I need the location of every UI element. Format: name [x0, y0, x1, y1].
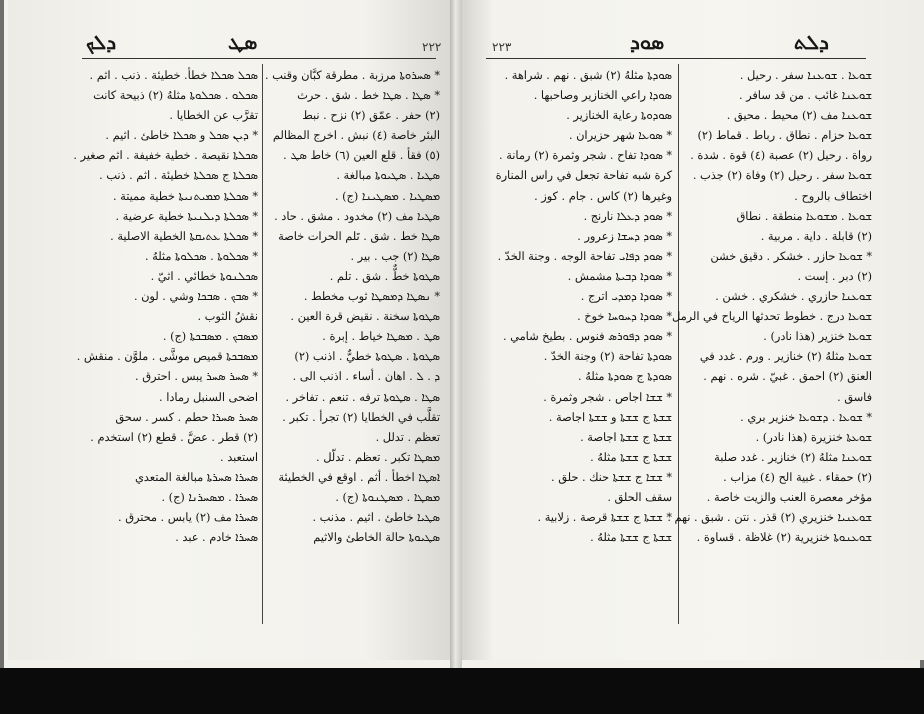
entry-line: * ܣܘܕܐ ܕܡܕܝ اترج . — [580, 290, 672, 304]
entry-line: ܣܘܕܘܬܐ رعاية الخنازير . — [566, 109, 672, 123]
entry-line: ܣܟܠ ܣܟܠܐ خطأ. خطيئة . ذنب . اثم . — [89, 69, 258, 82]
entry-line: ܫܫܬܐ ج ܫܫܬܐ و ܫܫܬܐ اجاصة . — [548, 410, 672, 424]
entry-line: نقشُ الثوب . — [197, 310, 258, 324]
entry-line: ܣܛܝܐ خاطئ . اثيم . مذنب . — [312, 511, 440, 525]
entry-line: تقرَّب عن الخطايا . — [169, 109, 258, 123]
entry-line: ܣܚܪܐ مف (٢) يابس . محترق . — [118, 511, 258, 525]
entry-line: (٥) فقأ . قلع العين (٦) خاط ܣܛ . — [283, 149, 440, 163]
entry-line: ܫܘܥܐ مثلهُ (٢) خنازير . ورم . غدد في — [699, 350, 872, 364]
entry-line: ܡܣܛܐ تكبر . تعظم . تدلّل . — [316, 450, 440, 464]
entry-line: * ܣܘܕ ܕܥܠܐ نارنج . — [583, 209, 672, 223]
entry-line: رواة . رحيل (٢) عصبة (٤) قوة . شدة . — [690, 149, 872, 163]
entry-line: ܫܫܬܐ ج ܫܫܬܐ مثلهُ . — [590, 450, 672, 464]
entry-line: ܐܣܛܐ اخطأ . أثم . اوقع في الخطيئة — [278, 470, 440, 484]
entry-line: ܫܘܥܐ حزام . نطاق . رباط . قماط (٢) — [697, 129, 872, 143]
entry-line: اضحى السنبل رمادا . — [159, 390, 258, 404]
column-d — [667, 66, 872, 548]
entry-line: ܣܟܠܘ . ܣܟܠܘܬܐ مثلهُ (٢) ذبيحة كانت — [93, 89, 258, 103]
entry-line: ܣܛ . ܡܣܛܐ خياط . إبرة . — [322, 330, 440, 344]
entry-line: * ܣܟܠܘܬܐ . ܣܟܠܘܬܐ مثلهُ . — [144, 249, 258, 263]
entry-line: سقف الحلق . — [607, 490, 672, 504]
entry-line: ܫܘܥܐ درج . خطوط تحدثها الرياح في الرمل — [672, 310, 872, 324]
entry-line: البئر خاصة (٤) نبش . اخرج المظالم — [272, 129, 440, 143]
entry-line: ܡܣܛܝܐ . ܡܣܛܝܢܐ (ج) . — [334, 189, 440, 203]
left-page-header-right: ܣܛ — [228, 30, 258, 54]
right-page-header-right: ܕܠܬ — [794, 30, 829, 54]
entry-line: (٢) حمقاء . غبية الح (٤) مزاب . — [723, 470, 872, 484]
entry-line: العنق (٢) احمق . غبيّ . شره . نهم . — [703, 370, 872, 384]
entry-line: * ܣܘܕܐ ܕܒܝܬܐ مشمش . — [567, 269, 672, 283]
header-rule — [486, 58, 866, 59]
entry-line: ܫܘܥܐ خنزير (هذا نادر) . — [763, 330, 872, 344]
entry-line: (٢) قطر . عضَّ . قطع (٢) استخدم . — [90, 430, 258, 444]
right-page-header-left: ܣܘܕ — [630, 30, 665, 54]
right-page — [456, 0, 924, 660]
column-b — [264, 66, 440, 548]
entry-line: ܫܘܥܐ سفر . رحيل (٢) وفاة (٢) جذب . — [692, 169, 872, 183]
left-page-number: ٢٢٢ — [422, 40, 442, 54]
entry-line: * ܣܘܕ ܕܦܘܪܣ فنوس . بطيخ شامي . — [503, 330, 672, 344]
entry-line: * ܫܫܐ اجاص . شجر وثمرة . — [543, 390, 672, 404]
entry-line: استعبد . — [220, 450, 258, 464]
entry-line: ܣܚܪܐ . ܡܣܚܪܢܐ (ج) . — [161, 490, 258, 504]
header-rule — [82, 58, 436, 59]
entry-line: ܫܘܥܢܐ غائب . من قد سافر . — [738, 89, 872, 103]
entry-line: * ܫܫܬܐ ج ܫܫܬܐ قرصة . زلابية . — [537, 511, 672, 525]
entry-line: * ܫܘܥܐ . ܕܫܘܥܐ خنزير بري . — [740, 410, 872, 424]
entry-line: ܣܟܠܬܐ نقيصة . خطية خفيفة . اثم صغير . — [73, 149, 258, 163]
entry-line: ܫܘܥܐ . ܫܘܥܢܐ سفر . رحيل . — [739, 69, 872, 82]
entry-line: ܣܛܝܐ مف (٢) مخدود . مشق . حاد . — [274, 209, 440, 223]
entry-line: ܫܘܥܐ . ܡܫܘܥܐ منطقة . نطاق — [736, 209, 872, 223]
entry-line: (٢) دبر . إست . — [797, 269, 872, 283]
entry-line: ܣܛܘܬܐ . ܣܛܘܬܐ خطيٌّ . اذنب (٢) — [294, 350, 440, 364]
left-page — [8, 0, 454, 660]
entry-line: ܣܚܪ ܣܚܪܐ حطم . كسر . سحق — [115, 410, 258, 424]
entry-line: * ܣܟܠܬܐ ܕܝܠܢܝܬܐ خطية عرضية . — [115, 209, 258, 223]
entry-line: * ܫܫܐ ج ܫܫܬܐ حنك . حلق . — [551, 470, 672, 484]
entry-line: * ܣܘܕܐ ܕܚܘܚܐ خوخ . — [577, 310, 672, 324]
entry-line: اختطاف بالروح . — [794, 189, 872, 203]
entry-line: * ܫܘܥܐ حازر . خشكر . دقيق خشن — [710, 249, 872, 263]
entry-line: (٢) حفر . عمّق (٢) نزح . نبط — [302, 109, 440, 123]
entry-line: ܣܛܐ خط . شق . تَلم الحرات خاصة — [278, 229, 440, 243]
entry-line: ܡܣܒܟܬܐ قميص موشَّى . ملوَّن . منقش . — [76, 350, 258, 364]
entry-line: ܣܚܪܐ ܣܚܪܬܐ مبالغة المتعدي — [134, 470, 258, 484]
entry-line: كرة شبه تفاحة تجعل في راس المنارة — [495, 169, 672, 183]
column-c — [492, 66, 672, 548]
entry-line: ܣܛܐ (٢) جب . بير . — [350, 249, 440, 263]
entry-line: * ܣܒܟ . ܣܒܟܐ وشي . لون . — [133, 290, 258, 304]
entry-line: وغيرها (٢) كاس . جام . كوز . — [534, 189, 672, 203]
entry-line: ܣܘܕܬܐ ج ܣܘܕܬܐ مثلهُ . — [578, 370, 672, 384]
entry-line: ܡܣܒܟ . ܡܣܒܟܬܐ (ج) . — [162, 330, 258, 344]
entry-line: * ܣܟܠܬܐ ܥܬܝܩܬܐ الخطية الاصلية . — [110, 229, 258, 243]
entry-line: ܫܘܥܢܝܐ خنزيري (٢) قذر . نتن . شبق . نهم . — [667, 511, 872, 525]
column-a — [73, 66, 258, 548]
entry-line: * ܣܛܐ . ܣܛܐ خط . شق . حرث — [297, 89, 440, 103]
entry-line: ܣܘܕܬܐ مثلهُ (٢) شبق . نهم . شراهة . — [504, 69, 672, 82]
entry-line: ܫܘܥܢܐ مثلهُ (٢) خنازير . غدد صلبة — [714, 450, 872, 464]
column-divider — [262, 64, 263, 624]
left-page-header-left: ܕܠܟ — [86, 30, 117, 54]
entry-line: * ܣܘܕ ܕܦܐܝ تفاحة الوجه . وجنة الخدّ . — [497, 249, 672, 263]
entry-line: ܣܛܝܐ . ܣܛܝܘܬܐ مبالغة . — [336, 169, 440, 183]
entry-line: * ܣܘܥܐ شهر حزيران . — [568, 129, 672, 143]
entry-line: * ܣܚܪܘܬܐ مرزبة . مطرقة كبَّان وقنب . — [264, 69, 440, 82]
entry-line: (٢) قابلة . داية . مربية . — [760, 229, 872, 243]
entry-line: مؤخر معصرة العنب والزيت خاصة . — [706, 490, 872, 504]
entry-line: ܣܛܝܘܬܐ حالة الخاطئ والاثيم — [313, 531, 440, 545]
entry-line: ܫܘܥܢܐ مف (٢) محيط . محيق . — [726, 109, 872, 123]
entry-line: ܫܘܥܢܘܬܐ خنزيرية (٢) غلاظة . قساوة . — [696, 531, 872, 545]
right-page-number: ٢٢٣ — [492, 40, 512, 54]
entry-line: فاسق . — [837, 390, 872, 404]
entry-line: ܣܛܐ . ܣܛܘܬܐ ترفه . تنعم . تفاخر . — [285, 390, 440, 404]
book-spread — [4, 0, 920, 668]
entry-line: * ܣܘܕ ܕܚܫܐ زعرور . — [577, 229, 672, 243]
entry-line: ܣܘܕܐ راعي الخنازير وصاحبها . — [533, 89, 672, 103]
entry-line: ܕ . ܠ . اهان . أساء . اذنب الى . — [292, 370, 440, 384]
entry-line: تقلَّب في الخطايا (٢) تجرأ . تكبر . — [282, 410, 440, 424]
entry-line: ܣܛܘܬܐ خطٌّ . شق . تلم . — [329, 269, 440, 283]
scan-bottom-border — [0, 668, 924, 714]
entry-line: ܫܘܥܬܐ خنزيرة (هذا نادر) . — [755, 430, 872, 444]
entry-line: ܡܣܛܐ . ܡܣܛܢܘܬܐ (ج) . — [335, 490, 440, 504]
entry-line: ܣܟܠܬܐ ج ܣܟܠܬܐ خطيئة . اثم . ذنب . — [99, 169, 258, 183]
entry-line: ܣܛܘܬܐ سخنة . نقيض قرة العين . — [290, 310, 440, 324]
entry-line: * ܣܘܕܐ تفاح . شجر وثمرة (٢) رمانة . — [499, 149, 672, 163]
entry-line: * ܣܟܠܬܐ ܡܡܝܬܢܝܬܐ خطية مميتة . — [112, 189, 258, 203]
entry-line: ܣܟܠܢܘܬܐ خطائي . اثيّ . — [150, 269, 258, 283]
entry-line: ܣܚܪܐ خادم . عبد . — [175, 531, 258, 545]
entry-line: * ܕܝܢ ܣܟܠ و ܣܟܠܐ خاطئ . اثيم . — [105, 129, 258, 143]
column-divider — [678, 64, 679, 624]
book-gutter — [450, 0, 462, 668]
entry-line: ܫܫܬܐ ج ܫܫܬܐ اجاصة . — [580, 430, 672, 444]
entry-line: تعظم . تدلل . — [375, 430, 440, 444]
entry-line: * ܢܣܛܐ ܕܡܣܛܐ ثوب مخطط . — [303, 290, 440, 304]
entry-line: * ܣܚܪ ܣܚܪ يبس . احترق . — [135, 370, 258, 384]
entry-line: ܫܫܬܐ ج ܫܫܬܐ مثلهُ . — [590, 531, 672, 545]
entry-line: ܣܘܕܬܐ تفاحة (٢) وجنة الخدّ . — [543, 350, 672, 364]
entry-line: ܫܘܥܢܐ حازري . خشكري . خشن . — [715, 290, 872, 304]
